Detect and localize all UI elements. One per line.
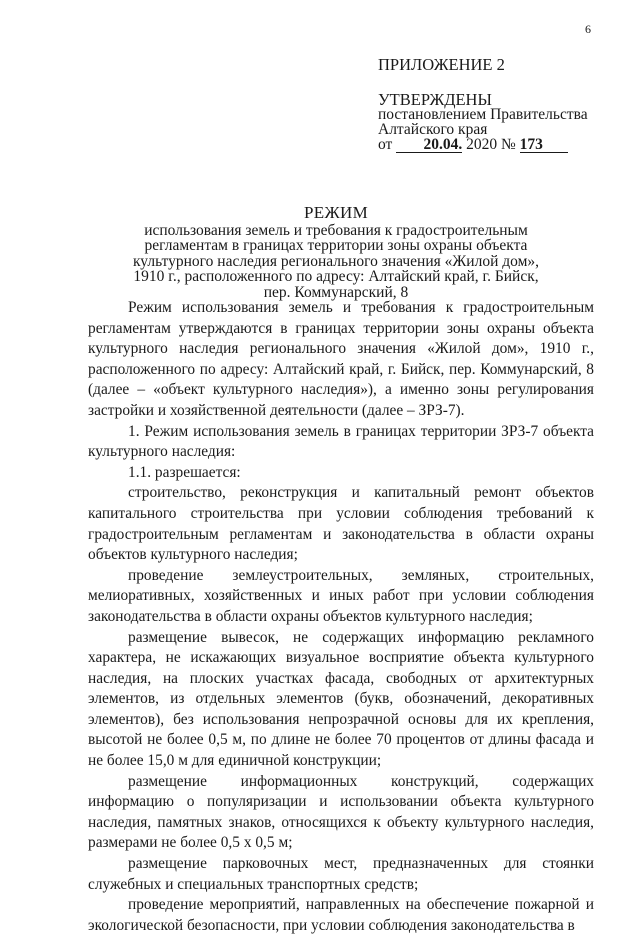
paragraph: размещение парковочных мест, предназначенных для стоянки служебных и специальных транспортных средств;	[88, 855, 594, 893]
page-number: 6	[585, 22, 591, 36]
title-line: использования земель и требования к градостроительным	[144, 221, 528, 239]
appendix-label: ПРИЛОЖЕНИЕ 2	[378, 55, 505, 74]
title-line: 1910 г., расположенного по адресу: Алтайский край, г. Бийск,	[133, 268, 539, 285]
approval-heading: УТВЕРЖДЕНЫ	[378, 90, 492, 109]
document-title	[116, 205, 556, 300]
paragraph: размещение вывесок, не содержащих информацию рекламного характера, не искажающих визуальное восприятие объекта культурного наследия, на плоских участках фасада, свободных от архитектурных элементов, из отдельных элементов (букв, обозначений, декоративных элементов), без использования непрозрачной основы для их крепления, высотой не более 0,5 м, по длине не более 70 процентов от длины фасада и не более 15,0 м для единичной конструкции;	[88, 628, 594, 770]
document-body	[88, 298, 594, 936]
paragraph: 1.1. разрешается:	[128, 463, 241, 481]
paragraph: размещение информационных конструкций, содержащих информацию о популяризации и использовании объекта культурного наследия, памятных знаков, относящихся к объекту культурного наследия, размерами не более 0,5 х 0,5 м;	[88, 772, 594, 852]
date-value: 20.04.	[396, 138, 462, 153]
paragraph: строительство, реконструкция и капитальный ремонт объектов капитального строительства при условии соблюдения требований к градостроительным регламентам и законодательства в области охраны объектов культурного наследия;	[88, 484, 594, 564]
paragraph: 1. Режим использования земель в границах территории ЗРЗ-7 объекта культурного наследия:	[88, 422, 594, 461]
paragraph: проведение мероприятий, направленных на обеспечение пожарной и экологической безопасности, при условии соблюдения законодательства в	[88, 896, 594, 934]
title-heading: РЕЖИМ	[304, 203, 368, 222]
approval-line-1: постановлением Правительства	[378, 106, 588, 123]
approval-line-2: Алтайского края	[378, 121, 488, 138]
date-prefix: от	[378, 136, 393, 153]
title-line: пер. Коммунарский, 8	[263, 283, 409, 301]
approval-block	[378, 92, 588, 153]
paragraph: Режим использования земель и требования к градостроительным регламентам утверждаются в границах территории зоны охраны объекта культурного наследия регионального значения «Жилой дом», 1910 г., расположенного по адресу: Алтайский край, г. Бийск, пер. Коммунарский, 8 (далее – «объект культурного наследия»), а именно зоны регулирования застройки и хозяйственной деятельности (далее – ЗРЗ-7).	[88, 299, 594, 419]
document-number: 173	[520, 138, 568, 153]
paragraph: проведение землеустроительных, земляных, строительных, мелиоративных, хозяйственных и иных работ при условии соблюдения законодательства в области охраны объектов культурного наследия;	[88, 566, 594, 625]
date-year: 2020 №	[466, 136, 516, 153]
approval-date-line	[378, 137, 588, 153]
title-line: регламентам в границах территории зоны охраны объекта	[144, 237, 528, 254]
title-line: культурного наследия регионального значения «Жилой дом»,	[132, 252, 540, 270]
